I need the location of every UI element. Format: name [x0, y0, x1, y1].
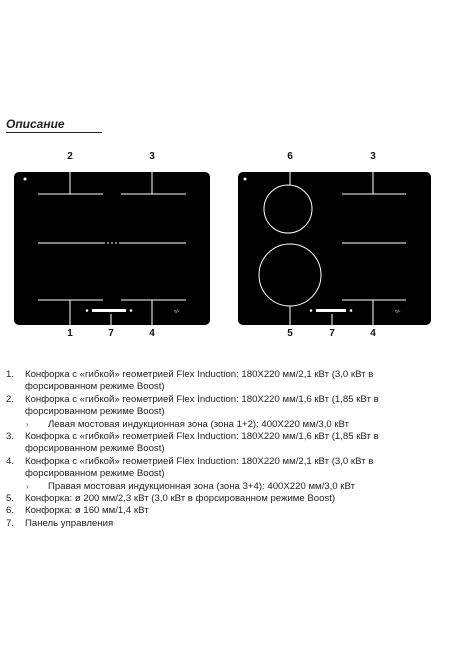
- hob-left-flex: [14, 172, 210, 325]
- list-subitem: › Правая мостовая индукционная зона (зона 3+4): 400X220 мм/3,0 кВт: [26, 480, 355, 492]
- list-item-continuation: форсированном режиме Boost): [25, 406, 165, 418]
- control-panel-label: ≈∕◦: [395, 309, 401, 315]
- list-item: 1. Конфорка с «гибкой» геометрией Flex Induction: 180X220 мм/2,1 кВт (3,0 кВт в: [6, 369, 374, 380]
- callout-4: 4: [149, 328, 155, 339]
- list-item: 3. Конфорка с «гибкой» геометрией Flex Induction: 180X220 мм/1,6 кВт (1,85 кВт в: [6, 431, 379, 443]
- callout-5: 5: [287, 328, 293, 339]
- callout-3: 3: [370, 151, 376, 162]
- callout-7: 7: [329, 328, 335, 339]
- callout-4: 4: [370, 328, 376, 339]
- list-item: 2. Конфорка с «гибкой» геометрией Flex Induction: 180X220 мм/1,6 кВт (1,85 кВт в: [6, 393, 379, 405]
- hob-right-markings: [238, 172, 431, 325]
- control-panel-label: ≈∕◦: [174, 309, 180, 315]
- callout-7: 7: [108, 328, 114, 339]
- callout-1: 1: [67, 328, 73, 339]
- list-item-continuation: форсированном режиме Boost): [25, 443, 165, 455]
- chevron-right-icon: ›: [26, 419, 29, 429]
- list-item: 5. Конфорка: ø 200 мм/2,3 кВт (3,0 кВт в форсированном режиме Boost): [6, 493, 336, 505]
- section-title: Описание: [6, 117, 65, 131]
- list-subitem: › Левая мостовая индукционная зона (зона 1+2): 400X220 мм/3,0 кВт: [26, 418, 350, 430]
- callout-6: 6: [287, 151, 293, 162]
- list-item-continuation: форсированном режиме Boost): [25, 381, 165, 393]
- list-item: 7. Панель управления: [6, 517, 114, 529]
- component-list: [6, 369, 446, 530]
- hob-left-markings: [14, 172, 210, 325]
- list-item-continuation: форсированном режиме Boost): [25, 468, 165, 480]
- list-item: 4. Конфорка с «гибкой» геометрией Flex Induction: 180X220 мм/2,1 кВт (3,0 кВт в: [6, 455, 374, 467]
- chevron-right-icon: ›: [26, 481, 29, 491]
- callout-2: 2: [67, 151, 73, 162]
- hob-right-mixed: [238, 172, 431, 325]
- callout-3: 3: [149, 151, 155, 162]
- title-underline: [6, 132, 102, 133]
- list-item: 6. Конфорка: ø 160 мм/1,4 кВт: [6, 505, 149, 517]
